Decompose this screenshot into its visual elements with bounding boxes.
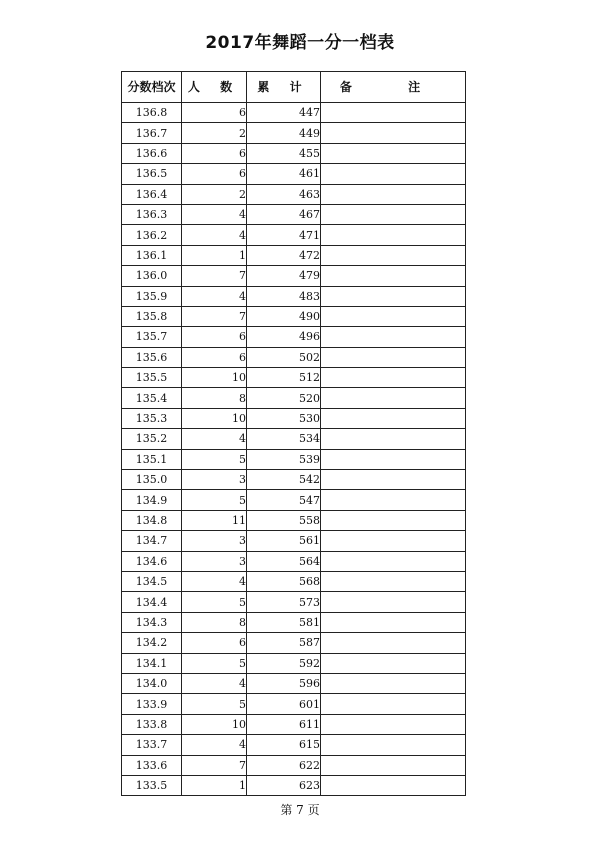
score-cell: 133.9 [122,694,182,714]
table-body [122,103,466,796]
total-cell: 471 [247,225,321,245]
score-cell: 134.4 [122,592,182,612]
table-row [122,204,466,224]
total-cell: 611 [247,714,321,734]
total-cell: 447 [247,103,321,123]
count-cell: 4 [182,571,247,591]
note-cell [321,714,466,734]
count-cell: 4 [182,735,247,755]
count-cell: 8 [182,612,247,632]
note-cell [321,184,466,204]
count-cell: 10 [182,368,247,388]
header-score: 分数档次 [122,72,182,103]
score-cell: 136.3 [122,204,182,224]
count-cell: 4 [182,286,247,306]
total-cell: 573 [247,592,321,612]
note-cell [321,347,466,367]
count-cell: 5 [182,490,247,510]
total-cell: 623 [247,775,321,795]
count-cell: 2 [182,184,247,204]
count-cell: 5 [182,694,247,714]
count-cell: 10 [182,408,247,428]
note-cell [321,449,466,469]
score-cell: 134.8 [122,510,182,530]
table-row [122,306,466,326]
note-cell [321,245,466,265]
count-cell: 3 [182,551,247,571]
table-row [122,266,466,286]
score-cell: 136.6 [122,143,182,163]
score-cell: 133.6 [122,755,182,775]
table-row [122,592,466,612]
score-cell: 134.5 [122,571,182,591]
score-cell: 135.2 [122,429,182,449]
total-cell: 512 [247,368,321,388]
note-cell [321,225,466,245]
note-cell [321,490,466,510]
total-cell: 601 [247,694,321,714]
score-cell: 133.5 [122,775,182,795]
score-cell: 135.5 [122,368,182,388]
note-cell [321,266,466,286]
note-cell [321,531,466,551]
table-row [122,286,466,306]
score-cell: 134.1 [122,653,182,673]
table-row [122,103,466,123]
total-cell: 472 [247,245,321,265]
score-cell: 135.7 [122,327,182,347]
total-cell: 483 [247,286,321,306]
note-cell [321,327,466,347]
total-cell: 449 [247,123,321,143]
table-row [122,347,466,367]
count-cell: 6 [182,164,247,184]
header-row [122,72,466,103]
table-row [122,429,466,449]
total-cell: 490 [247,306,321,326]
total-cell: 520 [247,388,321,408]
total-cell: 502 [247,347,321,367]
total-cell: 561 [247,531,321,551]
note-cell [321,755,466,775]
count-cell: 7 [182,755,247,775]
table-row [122,510,466,530]
total-cell: 547 [247,490,321,510]
total-cell: 542 [247,470,321,490]
header-total: 累 计 [247,72,321,103]
total-cell: 461 [247,164,321,184]
table-row [122,164,466,184]
note-cell [321,123,466,143]
note-cell [321,408,466,428]
table-row [122,143,466,163]
table-row [122,449,466,469]
total-cell: 568 [247,571,321,591]
score-cell: 135.0 [122,470,182,490]
count-cell: 1 [182,245,247,265]
note-cell [321,551,466,571]
score-cell: 133.8 [122,714,182,734]
note-cell [321,633,466,653]
total-cell: 615 [247,735,321,755]
note-cell [321,204,466,224]
score-cell: 136.8 [122,103,182,123]
table-row [122,551,466,571]
score-cell: 136.4 [122,184,182,204]
total-cell: 467 [247,204,321,224]
note-cell [321,286,466,306]
count-cell: 5 [182,592,247,612]
score-cell: 134.7 [122,531,182,551]
total-cell: 530 [247,408,321,428]
document-title: 2017年舞蹈一分一档表 [205,33,395,53]
total-cell: 463 [247,184,321,204]
note-cell [321,470,466,490]
table-header [122,72,466,103]
table-row [122,368,466,388]
count-cell: 6 [182,347,247,367]
note-cell [321,673,466,693]
table-row [122,714,466,734]
total-cell: 564 [247,551,321,571]
count-cell: 4 [182,225,247,245]
count-cell: 7 [182,306,247,326]
score-cell: 135.9 [122,286,182,306]
count-cell: 6 [182,143,247,163]
note-cell [321,735,466,755]
note-cell [321,306,466,326]
count-cell: 4 [182,204,247,224]
score-cell: 136.1 [122,245,182,265]
total-cell: 539 [247,449,321,469]
page-number: 第 7 页 [280,803,320,817]
table-row [122,694,466,714]
note-cell [321,164,466,184]
table-row [122,612,466,632]
table-row [122,327,466,347]
note-cell [321,612,466,632]
total-cell: 596 [247,673,321,693]
total-cell: 534 [247,429,321,449]
count-cell: 4 [182,673,247,693]
table-row [122,775,466,795]
header-count: 人 数 [182,72,247,103]
score-cell: 134.0 [122,673,182,693]
note-cell [321,694,466,714]
count-cell: 5 [182,653,247,673]
note-cell [321,143,466,163]
note-cell [321,388,466,408]
total-cell: 587 [247,633,321,653]
score-cell: 135.1 [122,449,182,469]
table-row [122,408,466,428]
table-row [122,490,466,510]
score-cell: 133.7 [122,735,182,755]
note-cell [321,592,466,612]
table-row [122,735,466,755]
table-row [122,531,466,551]
count-cell: 11 [182,510,247,530]
total-cell: 558 [247,510,321,530]
note-cell [321,571,466,591]
table-row [122,653,466,673]
count-cell: 7 [182,266,247,286]
header-note: 备 注 [321,72,466,103]
score-cell: 135.4 [122,388,182,408]
score-cell: 135.6 [122,347,182,367]
score-cell: 134.9 [122,490,182,510]
score-table [121,71,466,796]
score-cell: 134.3 [122,612,182,632]
table-row [122,470,466,490]
count-cell: 6 [182,103,247,123]
count-cell: 8 [182,388,247,408]
score-cell: 135.3 [122,408,182,428]
note-cell [321,429,466,449]
total-cell: 455 [247,143,321,163]
total-cell: 592 [247,653,321,673]
score-cell: 134.2 [122,633,182,653]
count-cell: 10 [182,714,247,734]
note-cell [321,510,466,530]
table-row [122,225,466,245]
count-cell: 5 [182,449,247,469]
score-cell: 136.7 [122,123,182,143]
count-cell: 2 [182,123,247,143]
score-cell: 136.5 [122,164,182,184]
score-cell: 136.0 [122,266,182,286]
note-cell [321,103,466,123]
score-cell: 135.8 [122,306,182,326]
count-cell: 3 [182,531,247,551]
count-cell: 3 [182,470,247,490]
total-cell: 496 [247,327,321,347]
score-cell: 136.2 [122,225,182,245]
total-cell: 479 [247,266,321,286]
table-row [122,184,466,204]
table-row [122,571,466,591]
count-cell: 1 [182,775,247,795]
table-row [122,673,466,693]
table-row [122,755,466,775]
table-row [122,633,466,653]
total-cell: 581 [247,612,321,632]
score-cell: 134.6 [122,551,182,571]
note-cell [321,368,466,388]
total-cell: 622 [247,755,321,775]
count-cell: 4 [182,429,247,449]
count-cell: 6 [182,327,247,347]
table-row [122,245,466,265]
table-row [122,388,466,408]
table-row [122,123,466,143]
note-cell [321,653,466,673]
note-cell [321,775,466,795]
count-cell: 6 [182,633,247,653]
